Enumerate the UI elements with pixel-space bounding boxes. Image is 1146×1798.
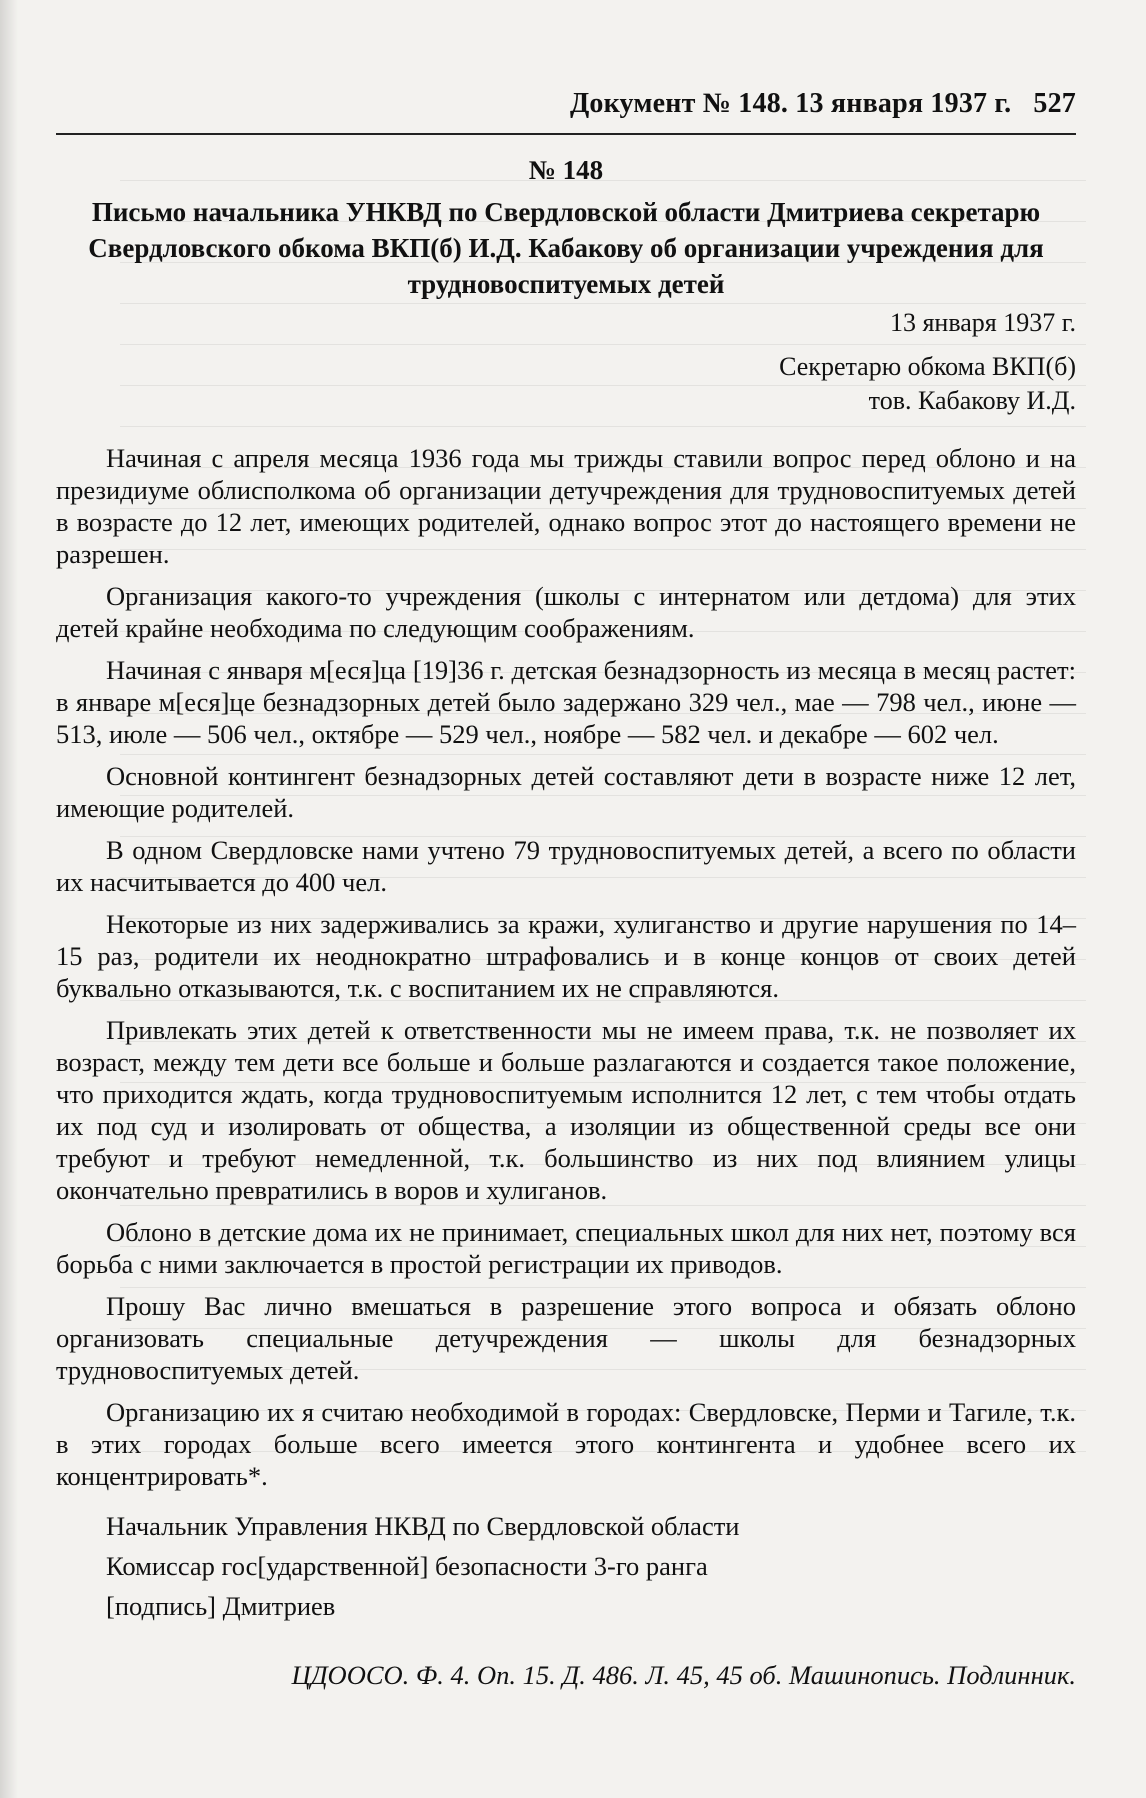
signature-position: Начальник Управления НКВД по Свердловской области [106,1511,740,1541]
body-paragraph: Привлекать этих детей к ответственности мы не имеем права, т.к. не позволяет их возраст, между тем дети все больше и больше разлагаются и создается такое положение, что приходится ждать, когда трудновоспитуемым исполнится 12 лет, с тем чтобы отдать их под суд и изолировать от общества, а изоляции из общественной среды все они требуют и требуют немедленной, т.к. большинство из них под влиянием улицы окончательно превратились в воров и хулиганов. [56,1015,1076,1205]
running-header [56,88,1076,120]
body-paragraph: В одном Свердловске нами учтено 79 трудновоспитуемых детей, а всего по области их насчитывается до 400 чел. [56,835,1076,897]
signature-rank: Комиссар гос[ударственной] безопасности 3-го ранга [106,1551,708,1581]
addressee-line: тов. Кабакову И.Д. [868,386,1076,415]
signature-block [56,1506,1076,1626]
page-number: 527 [1033,88,1076,119]
document-number: № 148 [528,155,604,185]
body-paragraph: Облоно в детские дома их не принимает, специальных школ для них нет, поэтому вся борьба с ними заключается в простой регистрации их приводов. [56,1217,1076,1279]
archival-source-note: ЦДООСО. Ф. 4. Оп. 15. Д. 486. Л. 45, 45 об. Машинопись. Подлинник. [291,1660,1076,1690]
document-date: 13 января 1937 г. [889,308,1076,337]
body-paragraph: Организацию их я считаю необходимой в городах: Свердловске, Перми и Тагиле, т.к. в этих городах больше всего имеется этого контингента и удобнее всего их концентрировать*. [56,1397,1076,1491]
addressee-line: Секретарю обкома ВКП(б) [779,352,1076,381]
page-spine-shadow [0,0,18,1798]
body-paragraph: Прошу Вас лично вмешаться в разрешение этого вопроса и обязать облоно организовать специальные детучреждения — школы для безнадзорных трудновоспитуемых детей. [56,1291,1076,1385]
body-paragraph: Организация какого-то учреждения (школы с интернатом или детдома) для этих детей крайне необходима по следующим соображениям. [56,581,1076,643]
signature-name: [подпись] Дмитриев [106,1591,336,1621]
body-paragraph: Начиная с января м[еся]ца [19]36 г. детская безнадзорность из месяца в месяц растет: в январе м[еся]це безнадзорных детей было задержано 329 чел., мае — 798 чел., июне — 513, июле — 506 чел., октябре — 529 чел., ноябре — 582 чел. и декабре — 602 чел. [56,655,1076,749]
document-body [56,155,1076,1691]
header-rule [56,133,1076,135]
body-paragraph: Начиная с апреля месяца 1936 года мы трижды ставили вопрос перед облоно и на президиуме облисполкома об организации детучреждения для трудновоспитуемых детей в возрасте до 12 лет, имеющих родителей, однако вопрос этот до настоящего времени не разрешен. [56,443,1076,569]
body-paragraph: Некоторые из них задерживались за кражи, хулиганство и другие нарушения по 14–15 раз, родители их неоднократно штрафовались и в конце концов от своих детей буквально отказываются, т.к. с воспитанием их не справляются. [56,909,1076,1003]
addressee-block [56,350,1076,418]
running-title: Документ № 148. 13 января 1937 г. [569,88,1012,119]
document-title: Письмо начальника УНКВД по Свердловской области Дмитриева секретарю Свердловского обкома ВКП(б) И.Д. Кабакову об организации учреждения для трудновоспитуемых детей [88,197,1044,299]
body-paragraph: Основной контингент безнадзорных детей составляют дети в возрасте ниже 12 лет, имеющие родителей. [56,761,1076,823]
